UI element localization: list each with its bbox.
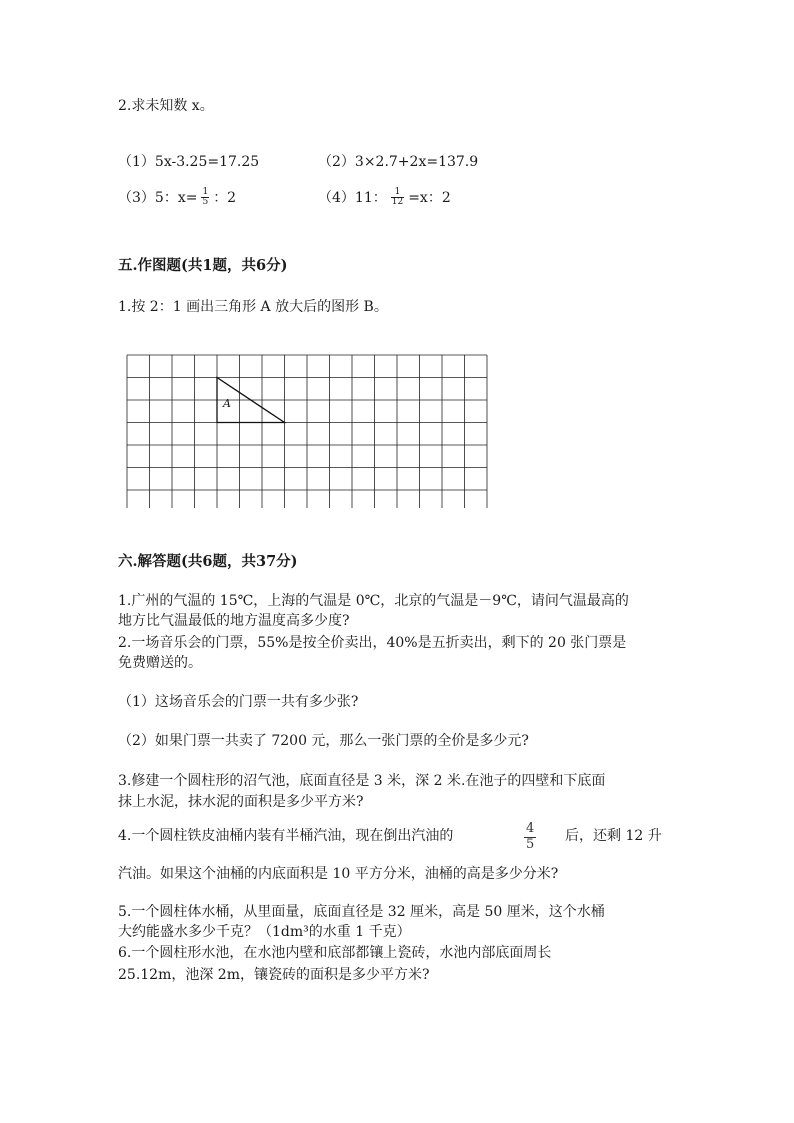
q2-part-4-prefix: （4）11： (318, 189, 387, 206)
fraction-four-fifths (524, 822, 536, 853)
q2-part-3 (118, 188, 236, 208)
grid-lines (127, 355, 487, 508)
section-5-heading: 五.作图题(共1题，共6分) (118, 257, 288, 274)
s6-q3-line-1: 3.修建一个圆柱形的沼气池，底面直径是 3 米，深 2 米.在池子的四壁和下底面 (118, 773, 606, 789)
s6-q5-line-2: 大约能盛水多少千克？（1dm³的水重 1 千克） (118, 924, 411, 940)
section-6-heading: 六.解答题(共6题，共37分) (118, 553, 298, 570)
fraction-one-fifth (201, 188, 209, 208)
s6-q4-line-1-prefix: 4.一个圆柱铁皮油桶内装有半桶汽油，现在倒出汽油的 (118, 828, 454, 844)
fraction-numerator: 1 (391, 188, 404, 198)
s6-q6-line-2: 25.12m，池深 2m，镶瓷砖的面积是多少平方米? (118, 967, 430, 983)
s6-q6-line-1: 6.一个圆柱形水池，在水池内壁和底部都镶上瓷砖，水池内部底面周长 (118, 945, 552, 961)
q2-part-1: （1）5x-3.25=17.25 (118, 154, 260, 170)
s6-q1-line-1: 1.广州的气温的 15℃，上海的气温是 0℃，北京的气温是－9℃，请问气温最高的 (118, 593, 629, 609)
s6-q2-line-1: 2.一场音乐会的门票，55%是按全价卖出，40%是五折卖出，剩下的 20 张门票是 (118, 635, 627, 651)
fraction-numerator: 4 (526, 821, 535, 836)
s6-q2-line-2: 免费赠送的。 (118, 655, 202, 671)
s6-q3-line-2: 抹上水泥，抹水泥的面积是多少平方米? (118, 794, 364, 810)
q2-part-4-suffix: =x：2 (408, 189, 451, 206)
s6-q2-sub-1: （1）这场音乐会的门票一共有多少张? (118, 694, 359, 710)
q2-part-4 (318, 188, 451, 208)
s6-q5-line-1: 5.一个圆柱体水桶，从里面量，底面直径是 32 厘米，高是 50 厘米，这个水桶 (118, 904, 605, 920)
s6-q2-sub-2: （2）如果门票一共卖了 7200 元，那么一张门票的全价是多少元? (118, 733, 529, 749)
fraction-denominator: 12 (391, 197, 404, 208)
s6-q4-line-1-suffix: 后，还剩 12 升 (565, 828, 662, 844)
section-5-question-1: 1.按 2：1 画出三角形 A 放大后的图形 B。 (118, 299, 388, 315)
q2-part-3-prefix: （3）5：x= (118, 189, 198, 206)
fraction-one-twelfth (391, 188, 404, 208)
fraction-denominator: 5 (202, 197, 209, 208)
q2-part-2: （2）3×2.7+2x=137.9 (318, 154, 479, 170)
fraction-numerator: 1 (202, 187, 209, 197)
q2-title: 2.求未知数 x。 (118, 98, 214, 114)
q2-part-3-suffix: ：2 (213, 189, 237, 206)
s6-q1-line-2: 地方比气温最低的地方温度高多少度? (118, 613, 350, 629)
drawing-grid (126, 354, 490, 508)
triangle-a-label: A (223, 396, 231, 410)
s6-q4-line-2: 汽油。如果这个油桶的内底面积是 10 平方分米，油桶的高是多少分米? (118, 866, 559, 882)
fraction-denominator: 5 (526, 836, 535, 852)
